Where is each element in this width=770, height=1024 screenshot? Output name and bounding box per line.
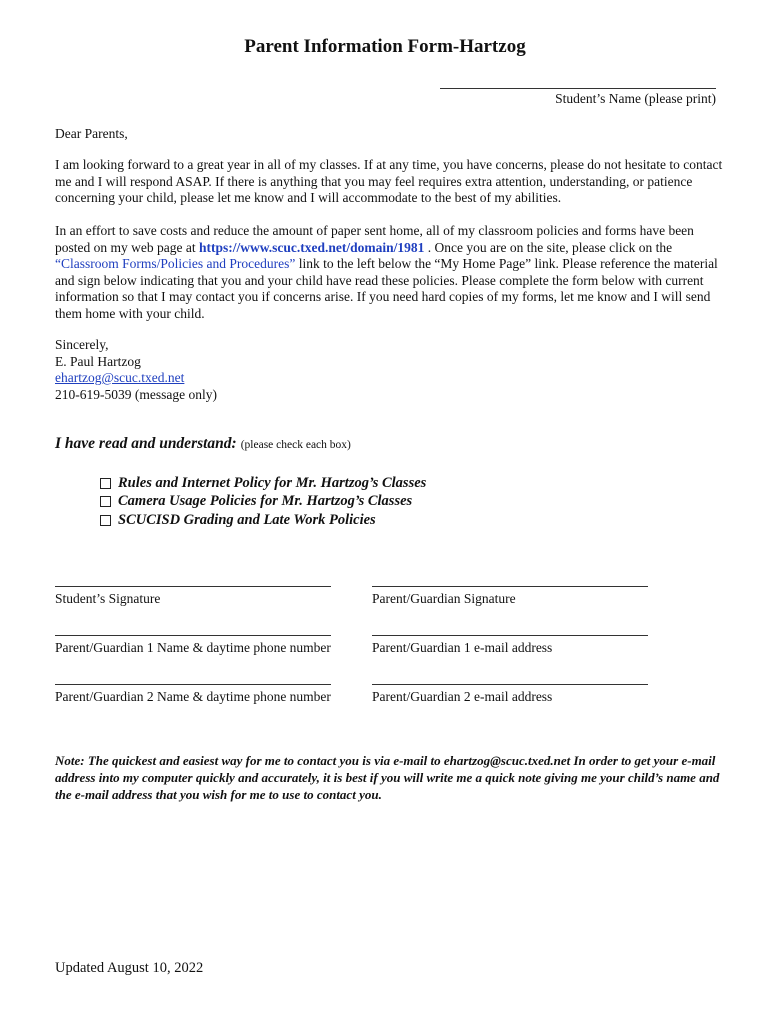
checkbox-icon[interactable] <box>100 478 111 489</box>
acknowledgement-heading <box>55 435 351 453</box>
paragraph-webpage <box>55 223 725 323</box>
checkbox-icon[interactable] <box>100 496 111 507</box>
teacher-phone: 210-619-5039 (message only) <box>55 386 217 402</box>
checkbox-icon[interactable] <box>100 515 111 526</box>
guardian2-email-line[interactable] <box>372 684 648 685</box>
policy-checklist <box>100 474 426 530</box>
checklist-label: SCUCISD Grading and Late Work Policies <box>118 511 376 528</box>
guardian1-phone-line[interactable] <box>55 635 331 636</box>
checklist-item-rules[interactable] <box>100 474 426 493</box>
classroom-forms-link[interactable]: “Classroom Forms/Policies and Procedures” <box>55 256 296 272</box>
signoff-block <box>55 337 725 403</box>
paragraph-webpage-text-1: In an effort to save costs and reduce the amount of paper sent home, all of my classroom policies and forms have been posted on my web page at <box>55 223 694 255</box>
acknowledgement-note: (please check each box) <box>240 439 351 451</box>
guardian-signature-line[interactable] <box>372 586 648 587</box>
updated-date: Updated August 10, 2022 <box>55 960 204 976</box>
paragraph-intro: I am looking forward to a great year in all of my classes. If at any time, you have concerns, please do not hesitate to contact me and I will respond ASAP. If there is anything that you may feel requires extra attention, understanding, or patience concerning your child, please let me know and I will accommodate to the best of my abilities. <box>55 157 723 206</box>
page-title: Parent Information Form-Hartzog <box>244 36 526 57</box>
checklist-item-camera[interactable] <box>100 493 426 512</box>
student-signature-line[interactable] <box>55 586 331 587</box>
student-name-caption: Student’s Name (please print) <box>555 91 716 106</box>
guardian1-email-line[interactable] <box>372 635 648 636</box>
paragraph-webpage-text-2: . Once you are on the site, please click on the <box>424 239 673 255</box>
closing: Sincerely, <box>55 337 109 352</box>
teacher-name: E. Paul Hartzog <box>55 353 141 369</box>
teacher-email-link[interactable]: ehartzog@scuc.txed.net <box>55 370 185 386</box>
acknowledgement-heading-text: I have read and understand: <box>55 435 237 452</box>
guardian-signature-label: Parent/Guardian Signature <box>372 591 516 606</box>
guardian2-email-label: Parent/Guardian 2 e-mail address <box>372 689 553 704</box>
greeting: Dear Parents, <box>55 126 128 141</box>
checklist-label: Camera Usage Policies for Mr. Hartzog’s Classes <box>118 493 413 510</box>
contact-note: Note: The quickest and easiest way for me to contact you is via e-mail to ehartzog@scuc.txed.net In order to get your e-mail address into my computer quickly and accurately, it is best if you will write me a quick note giving me your child’s name and the e-mail address that you wish for me to use to contact you. <box>55 753 720 802</box>
guardian2-phone-line[interactable] <box>55 684 331 685</box>
webpage-url-link[interactable]: https://www.scuc.txed.net/domain/1981 <box>198 239 425 255</box>
paragraph-webpage-text-3: link to the left below the “My Home Page” link. Please reference the material and sign below indicating that you and your child have read these policies. Please complete the form below with current information so that I may contact you if concerns arise. If you need hard copies of my forms, let me know and I will send them home with your child. <box>55 256 718 321</box>
checklist-item-grading[interactable] <box>100 511 426 530</box>
student-name-line[interactable] <box>440 80 716 89</box>
guardian2-phone-label: Parent/Guardian 2 Name & daytime phone number <box>55 689 331 704</box>
checklist-label: Rules and Internet Policy for Mr. Hartzog’s Classes <box>118 474 427 491</box>
guardian1-phone-label: Parent/Guardian 1 Name & daytime phone number <box>55 640 331 655</box>
student-signature-label: Student’s Signature <box>55 591 161 606</box>
guardian1-email-label: Parent/Guardian 1 e-mail address <box>372 640 553 655</box>
